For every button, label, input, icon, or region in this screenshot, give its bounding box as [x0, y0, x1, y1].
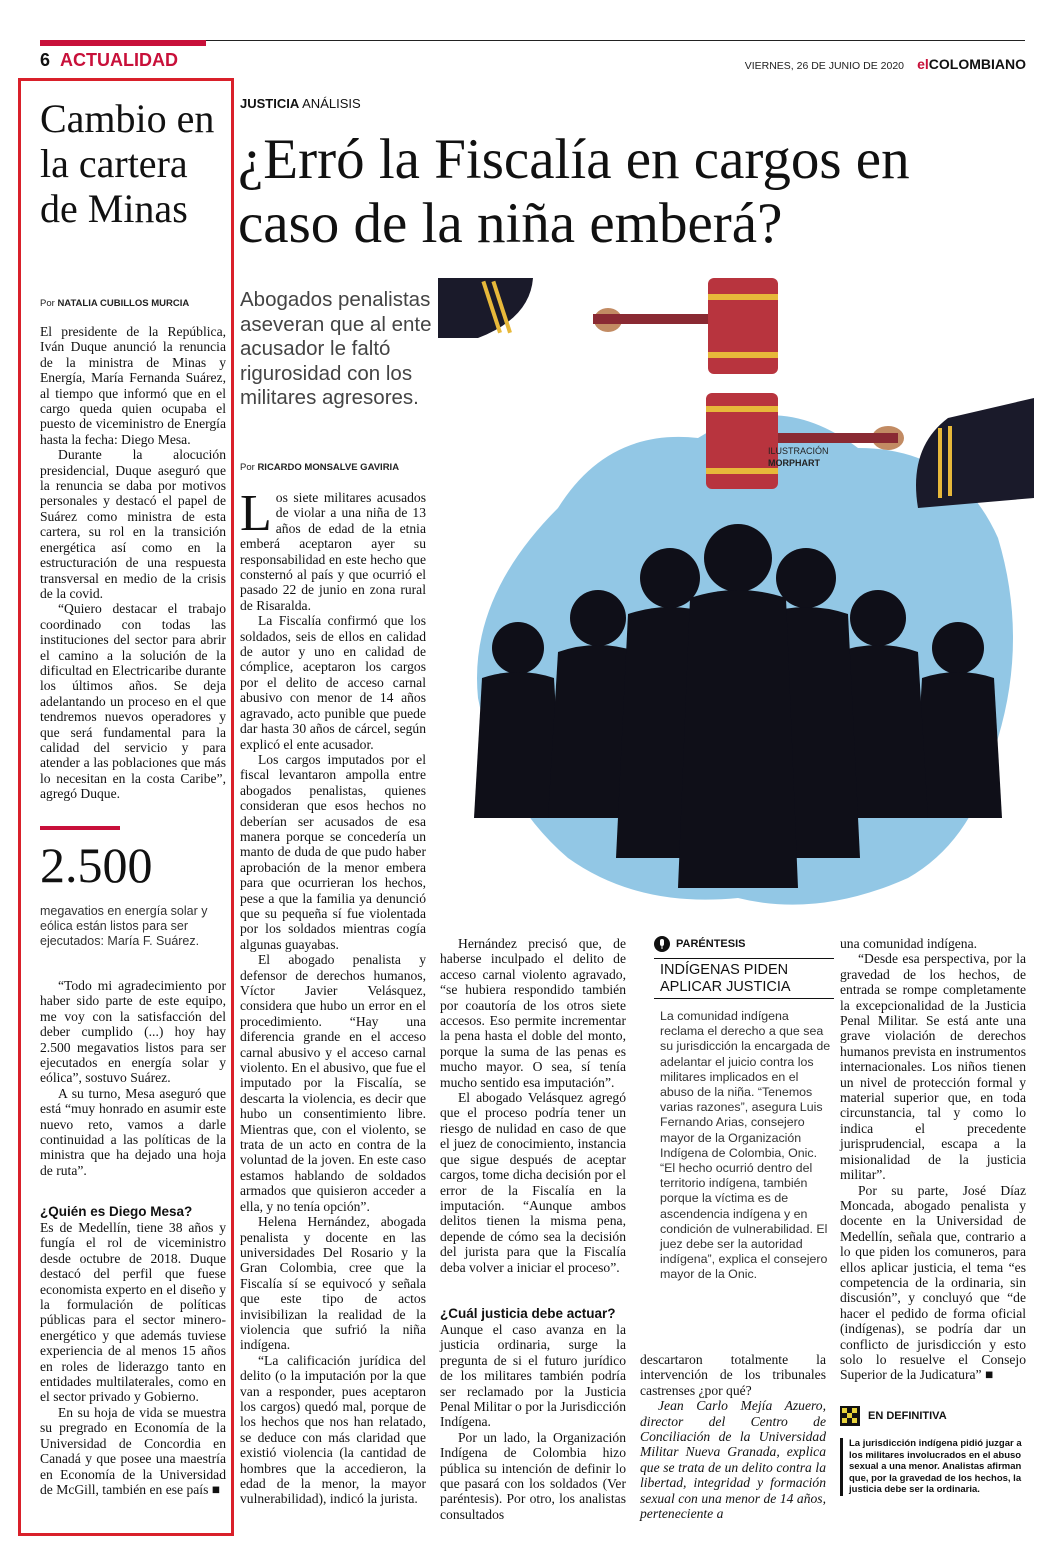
byline-prefix: Por — [40, 298, 55, 309]
sidebar-body-1 — [40, 324, 226, 802]
illustration-credit-name: MORPHART — [768, 458, 820, 468]
bottom-gavel-handle — [768, 433, 898, 443]
top-gavel-handle — [593, 314, 713, 324]
paragraph: Hernández precisó que, de haberse inculpado el delito de acceso carnal violento agravado, “se hubiera respondido también por coautoría de los otros siete accesos. Eso permite incrementar la pena hasta el doble del monto, porque la suma de las penas es mucho mayor. O sea, sí tenía mucho sentido esa imputación”. — [440, 936, 626, 1090]
bottom-sleeve — [916, 398, 1034, 508]
story-column-1 — [240, 485, 426, 1507]
logo-prefix: el — [917, 56, 929, 72]
checkered-icon — [840, 1406, 860, 1426]
paragraph: “La calificación jurídica del delito (o la imputación por la que van a responder, pues aceptaron los cargos) quedó mal, porque de los hechos que nos han relatado, se deduce con más claridad que existió violencia (la cantidad de hombres que la accedieron, la edad de la menor, la mayor vulnerabilidad), indicó la jurista. — [240, 1352, 426, 1507]
paragraph: El presidente de la República, Iván Duque anunció la renuncia de la ministra de Minas y Energía, María Fernanda Suárez, al tiempo que informó que en el cargo queda quien ocupaba el puesto de viceministro de Energía hasta la fecha: Diego Mesa. — [40, 324, 226, 447]
story-column-3 — [640, 1352, 826, 1521]
sidebar-title: Cambio en la cartera de Minas — [40, 96, 215, 231]
page-number: 6 — [40, 50, 51, 70]
en-definitiva-box — [840, 1406, 1028, 1496]
parentesis-text: La comunidad indígena reclama el derecho a que sea su jurisdicción la encargada de adelantar el juicio contra los militares implicados en el abuso de la niña. “Tenemos varias razones”, asegura Luis Fernando Arias, consejero mayor de la Organización Indígena de Colombia, Onic. “El hecho ocurrió dentro del territorio indígena, también porque la víctima es de ascendencia indígena y en condición de vulnerabilidad. El juez debe ser la autoridad indígena”, explica el consejero mayor de la Onic. — [660, 1009, 831, 1282]
paragraph: A su turno, Mesa aseguró que está “muy honrado en asumir este nuevo reto, vamos a darle continuidad a las políticas de la ministra que ha dejado una hoja de ruta”. — [40, 1085, 226, 1178]
section-accent-bar — [40, 40, 206, 46]
paragraph: Helena Hernández, abogada penalista y docente en las universidades Del Rosario y la Gran Colombia, cree que la Fiscalía sí se equivocó y señala que este tipo de actos invisibilizan la realidad de la violencia que sufrió la niña indígena. — [240, 1214, 426, 1353]
stat-value: 2.500 — [40, 837, 153, 893]
paragraph: descartaron totalmente la intervención de los tribunales castrenses ¿por qué? — [640, 1352, 826, 1398]
paragraph: Jean Carlo Mejía Azuero, director del Centro de Conciliación de la Universidad Militar Nueva Granada, explica que se trata de un delito contra la libertad, integridad y formación sexual con una menor de 14 años, perteneciente a — [640, 1398, 826, 1522]
sidebar-body-2 — [40, 978, 226, 1178]
paragraph: Durante la alocución presidencial, Duque aseguró que la renuncia se daba por motivos personales y destacó el papel de Suárez como ministra de esta cartera, su rol en la transición energética así como en la estructuración de una respuesta transversal en medio de la crisis de la covid. — [40, 447, 226, 601]
paragraph: Aunque el caso avanza en la justicia ordinaria, surge la pregunta de si el futuro jurídico de los militares también podría ser reclamado por la Justicia Penal Militar o por la Jurisdicción Indígena. — [440, 1322, 626, 1430]
paragraph: “Desde esa perspectiva, por la gravedad de los hechos, de entrada se rompe completamente la excepcionalidad de la Justicia Penal Militar. Se está ante una grave violación de derechos humanos prevista en instrumentos internacionales. Los niños tienen un nivel de protección formal y material superior que, en toda circunstancia, tal y como lo indica el precedente jurisprudencial, escapa a la misionalidad de la justicia militar”. — [840, 951, 1026, 1183]
paragraph-lead — [240, 485, 426, 613]
byline-prefix: Por — [240, 462, 255, 473]
byline-author: RICARDO MONSALVE GAVIRIA — [257, 462, 400, 473]
parentesis-label: PARÉNTESIS — [676, 938, 746, 950]
story-illustration — [438, 278, 1034, 926]
stat-accent-bar — [40, 826, 120, 830]
byline-author: NATALIA CUBILLOS MURCIA — [57, 298, 190, 309]
paragraph: Por su parte, José Díaz Moncada, abogado penalista y docente en la Universidad de Medellín, señala que, contrario a lo que piden los comuneros, para ellos aplicar justicia, el tema “es competencia de la ordinaria, sin discusión”, y concluyó que “de hacer el pedido de forma oficial (indígenas), se podría dar un conflicto de jurisdicción y esto solo lo resuelve el Consejo Superior de la Judicatura” ■ — [840, 1182, 1026, 1383]
story-dek: Abogados penalistas aseveran que al ente acusador le faltó rigurosidad con los militares agresores. — [240, 288, 432, 409]
stat-caption: megavatios en energía solar y eólica están listos para ser ejecutados: María F. Suárez. — [40, 904, 208, 948]
en-definitiva-text: La jurisdicción indígena pidió juzgar a los militares involucrados en el abuso sexual a una menor. Analistas afirman que, por la gravedad de los hechos, la justicia debe ser la ordinaria. — [840, 1438, 1028, 1496]
kicker-topic: JUSTICIA — [240, 96, 300, 111]
paragraph: Los cargos imputados por el fiscal levantaron ampolla entre abogados penalistas, quienes consideran que esos hechos no deberían ser acusados de esa manera porque se concedería un manto de duda de que pudo haber aprobación de la menor embera para que ocurrieran los hechos, pese a que la familia ya denunció que su pequeña sí fue violentada por los soldados mientras cogía algunas guayabas. — [240, 751, 426, 952]
drop-cap: L — [240, 485, 272, 542]
en-definitiva-header — [840, 1406, 1028, 1426]
paragraph: “Quiero destacar el trabajo coordinado con todas las instituciones del sector para abrir el camino a la solución de la dificultad en Electricaribe durante los últimos años. Se deja adelantando un proceso en el que tendremos nuevos operadores y que será fundamental para la calidad del servicio y para atender a las poblaciones que más lo necesitan en la costa Caribe”, agregó Duque. — [40, 601, 226, 802]
headline: ¿Erró la Fiscalía en cargos en caso de la niña emberá? — [238, 128, 910, 255]
newspaper-logo — [917, 56, 1026, 72]
story-column-4 — [840, 936, 1026, 1383]
logo-main: COLOMBIANO — [928, 56, 1026, 72]
paragraph: una comunidad indígena. — [840, 936, 978, 951]
story-column-2b — [440, 1322, 626, 1522]
parentesis-header — [654, 936, 834, 952]
paragraph: En su hoja de vida se muestra su pregrado en Economía de la Universidad de Concordia en Canadá y que posee una maestría en Economía de la Universidad de McGill, también en ese país ■ — [40, 1404, 226, 1497]
microphone-icon — [654, 936, 670, 952]
sidebar-byline — [40, 298, 189, 309]
en-definitiva-label: EN DEFINITIVA — [868, 1410, 947, 1422]
paragraph: Es de Medellín, tiene 38 años y fungía el rol de viceministro desde octubre de 2018. Duque destacó del perfil que fuese economista experto en el diseño y la formulación de políticas públicas para el sector minero-energético y que además tuviese experiencia de al menos 15 años en roles de liderazgo tanto en entidades multilaterales, como en el sector privado y Gobierno. — [40, 1220, 226, 1405]
story-kicker — [240, 96, 361, 111]
kicker-type: ANÁLISIS — [302, 96, 361, 111]
parentesis-title: INDÍGENAS PIDEN APLICAR JUSTICIA — [654, 958, 834, 999]
paragraph: El abogado Velásquez agregó que el proceso podría tener un riesgo de nulidad en caso de que el juez de conocimiento, instancia que sigue después de aceptar cargos, tome dicha decisión por el error de la Fiscalía en la imputación. “Aunque ambos delitos tienen la misma pena, depende de cómo sea la decisión del jurista para que la Fiscalía deba volver a iniciar el proceso”. — [440, 1090, 626, 1275]
paragraph: El abogado penalista y defensor de derechos humanos, Víctor Javier Velásquez, considera que hubo un error en el procedimiento. “Hay una diferencia grande en el acceso carnal abusivo y el acceso carnal violento. En el abusivo, que fue el imputado por la Fiscalía, se descarta la violencia, es decir que hubo un consentimiento libre. Mientras que, con el violento, se trata de un acto en contra de la voluntad de la joven. En este caso estamos hablando de soldados armados que quisieron acceder a ella, y no tenía opción”. — [240, 952, 426, 1214]
section-label: ACTUALIDAD — [60, 50, 178, 70]
lead-text: os siete militares acusados de violar a una niña de 13 años de edad de la etnia emberá aceptaron ayer su responsabilidad en este hecho que consternó al país y que ocurrió el pasado 22 de junio en zona rural de Risaralda. — [240, 490, 426, 613]
paragraph: La Fiscalía confirmó que los soldados, seis de ellos en calidad de autor y uno en calidad de cómplice, aceptaron los cargos por el delito de acceso carnal abusivo con menor de 14 años agravado, acto punible que puede dar hasta 30 años de cárcel, según explicó el ente acusador. — [240, 613, 426, 752]
paragraph: “Todo mi agradecimiento por haber sido parte de este equipo, me voy con la satisfacción del deber cumplido (...) hoy hay 2.500 megavatios listos para ser ejecutados en energía solar y eólica”, sostuvo Suárez. — [40, 978, 226, 1086]
sidebar-body-3 — [40, 1220, 226, 1497]
story-column-2 — [440, 936, 626, 1275]
top-gavel-head — [708, 278, 778, 374]
edition-date: VIERNES, 26 DE JUNIO DE 2020 — [744, 60, 904, 72]
story-byline — [240, 462, 399, 473]
sidebar-subhead: ¿Quién es Diego Mesa? — [40, 1204, 193, 1219]
paragraph: Por un lado, la Organización Indígena de Colombia hizo pública su intención de definir lo que pasará con los soldados (Ver paréntesis). Por otro, los analistas consultados — [440, 1429, 626, 1522]
parentesis-box — [654, 936, 834, 1283]
story-subhead: ¿Cuál justicia debe actuar? — [440, 1306, 616, 1321]
illustration-credit-label: ILUSTRACIÓN — [768, 446, 829, 456]
